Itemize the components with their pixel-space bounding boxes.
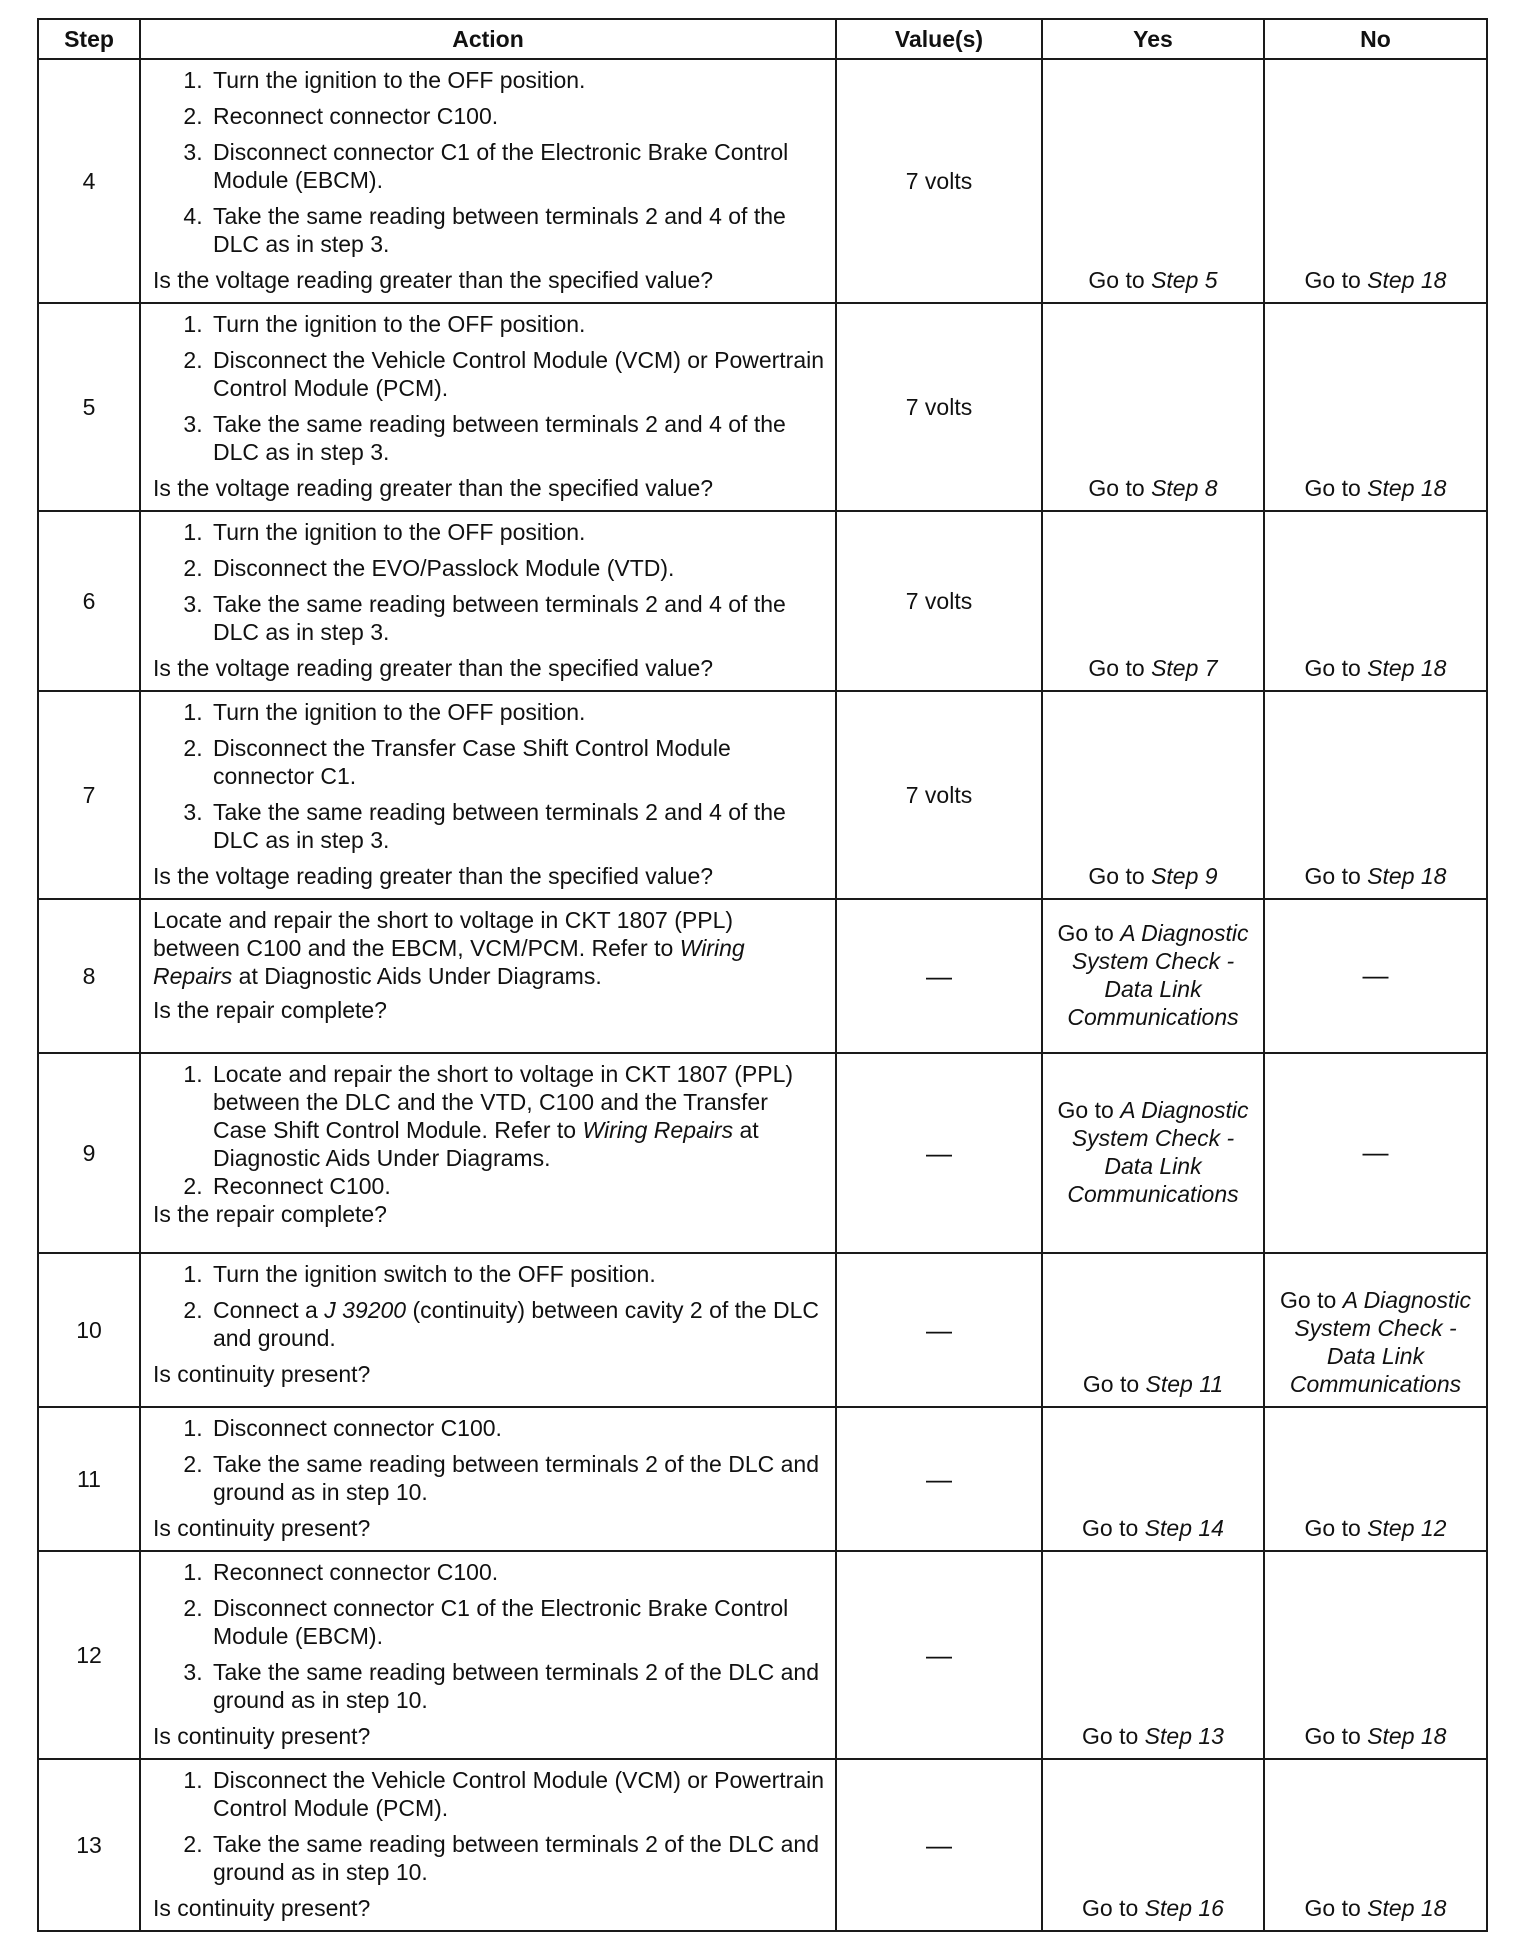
no-prefix: Go to: [1304, 475, 1368, 501]
action-item: 3. Take the same reading between terminals 2 and 4 of the DLC as in step 3.: [209, 590, 825, 646]
action-item: 1. Disconnect the Vehicle Control Module (VCM) or Powertrain Control Module (PCM).: [209, 1766, 825, 1822]
no-cell: [1264, 899, 1487, 1053]
no-cell: [1264, 303, 1487, 511]
no-prefix: Go to: [1304, 1895, 1368, 1921]
header-values: Value(s): [836, 19, 1042, 59]
action-cell: [140, 1759, 836, 1931]
yes-prefix: Go to: [1082, 1371, 1146, 1397]
action-list: [153, 310, 825, 466]
header-yes: Yes: [1042, 19, 1264, 59]
value-dash: —: [926, 960, 952, 991]
yes-cell: [1042, 1253, 1264, 1407]
action-cell: [140, 1551, 836, 1759]
step-number: 13: [38, 1759, 140, 1931]
no-prefix: Go to: [1304, 655, 1368, 681]
action-item: 3. Take the same reading between terminals 2 and 4 of the DLC as in step 3.: [209, 798, 825, 854]
action-item: 4. Take the same reading between terminals 2 and 4 of the DLC as in step 3.: [209, 202, 825, 258]
action-cell: [140, 691, 836, 899]
value-cell: [836, 1407, 1042, 1551]
action-cell: [140, 1407, 836, 1551]
yes-cell: [1042, 1407, 1264, 1551]
action-cell: [140, 511, 836, 691]
value-cell: [836, 1551, 1042, 1759]
header-action: Action: [140, 19, 836, 59]
table-row: [38, 303, 1487, 511]
no-prefix: Go to: [1280, 1287, 1343, 1313]
action-item: 1. Turn the ignition to the OFF position.: [209, 518, 825, 546]
action-item: 1. Turn the ignition switch to the OFF position.: [209, 1260, 825, 1288]
yes-step-link[interactable]: Step 5: [1151, 267, 1218, 293]
no-step-link[interactable]: Step 18: [1367, 475, 1447, 501]
yes-prefix: Go to: [1057, 920, 1121, 946]
no-step-link[interactable]: Step 12: [1367, 1515, 1447, 1541]
step-number: 12: [38, 1551, 140, 1759]
no-step-link[interactable]: A Diagnostic System Check - Data Link Communications: [1289, 1287, 1471, 1397]
header-row: [38, 19, 1487, 59]
no-prefix: Go to: [1304, 1515, 1368, 1541]
step-number: 9: [38, 1053, 140, 1253]
yes-cell: [1042, 1551, 1264, 1759]
yes-prefix: Go to: [1082, 1895, 1145, 1921]
yes-prefix: Go to: [1082, 1723, 1145, 1749]
action-item: 1. Turn the ignition to the OFF position.: [209, 310, 825, 338]
value-cell: 7 volts: [836, 691, 1042, 899]
action-cell: [140, 1053, 836, 1253]
action-text: at Diagnostic Aids Under Diagrams.: [232, 963, 602, 989]
yes-cell: [1042, 59, 1264, 303]
action-item: 2. Take the same reading between terminals 2 of the DLC and ground as in step 10.: [209, 1450, 825, 1506]
table-row: [38, 1253, 1487, 1407]
action-list: [153, 1060, 825, 1200]
table-row: [38, 899, 1487, 1053]
yes-cell: [1042, 691, 1264, 899]
yes-step-link[interactable]: Step 16: [1144, 1895, 1224, 1921]
yes-cell: [1042, 1053, 1264, 1253]
yes-step-link[interactable]: Step 9: [1151, 863, 1218, 889]
action-item: 2. Disconnect connector C1 of the Electronic Brake Control Module (EBCM).: [209, 1594, 825, 1650]
action-text: Locate and repair the short to voltage in CKT 1807 (PPL) between C100 and the EBCM, VCM/PCM. Refer to: [153, 907, 734, 961]
tool-reference: J 39200: [324, 1297, 407, 1323]
no-step-link[interactable]: Step 18: [1367, 1723, 1447, 1749]
value-cell: [836, 899, 1042, 1053]
action-item: 2. Disconnect the EVO/Passlock Module (VTD).: [209, 554, 825, 582]
yes-step-link[interactable]: Step 13: [1144, 1723, 1224, 1749]
no-cell: [1264, 1253, 1487, 1407]
action-item: 2. Take the same reading between terminals 2 of the DLC and ground as in step 10.: [209, 1830, 825, 1886]
diagnostic-table: [37, 18, 1488, 1932]
table-row: [38, 1759, 1487, 1931]
no-step-link[interactable]: Step 18: [1367, 863, 1447, 889]
yes-prefix: Go to: [1088, 267, 1152, 293]
value-cell: [836, 1253, 1042, 1407]
yes-prefix: Go to: [1088, 655, 1152, 681]
action-list: [153, 1766, 825, 1886]
action-list: [153, 66, 825, 258]
action-paragraph: [153, 906, 825, 990]
no-step-link[interactable]: Step 18: [1367, 267, 1447, 293]
value-cell: [836, 1053, 1042, 1253]
question: Is continuity present?: [153, 1895, 371, 1921]
action-item: [209, 1296, 825, 1352]
no-prefix: Go to: [1304, 1723, 1368, 1749]
question: Is the voltage reading greater than the specified value?: [153, 655, 714, 681]
question: Is the voltage reading greater than the specified value?: [153, 267, 714, 293]
action-text: at Diagnostic Aids Under Diagrams.: [213, 1117, 759, 1171]
yes-step-link[interactable]: Step 7: [1151, 655, 1218, 681]
step-number: 6: [38, 511, 140, 691]
action-cell: [140, 303, 836, 511]
no-cell: [1264, 59, 1487, 303]
question: Is the repair complete?: [153, 997, 387, 1023]
no-cell: [1264, 1551, 1487, 1759]
yes-cell: [1042, 1759, 1264, 1931]
yes-step-link[interactable]: Step 8: [1151, 475, 1218, 501]
action-item: 2. Reconnect connector C100.: [209, 102, 825, 130]
yes-step-link[interactable]: Step 11: [1145, 1371, 1224, 1397]
action-list: [153, 698, 825, 854]
action-item: [209, 1060, 825, 1172]
no-step-link[interactable]: Step 18: [1367, 655, 1447, 681]
yes-prefix: Go to: [1088, 475, 1152, 501]
value-cell: 7 volts: [836, 511, 1042, 691]
yes-step-link[interactable]: Step 14: [1144, 1515, 1224, 1541]
no-prefix: Go to: [1304, 267, 1368, 293]
action-item: 3. Take the same reading between terminals 2 and 4 of the DLC as in step 3.: [209, 410, 825, 466]
question: Is the voltage reading greater than the specified value?: [153, 475, 714, 501]
yes-step-link[interactable]: A Diagnostic System Check - Data Link Communications: [1067, 1097, 1249, 1207]
question: Is continuity present?: [153, 1361, 371, 1387]
action-list: [153, 1558, 825, 1714]
action-cell: [140, 59, 836, 303]
value-dash: —: [926, 1137, 952, 1168]
no-prefix: Go to: [1304, 863, 1368, 889]
value-dash: —: [926, 1314, 952, 1345]
yes-step-link[interactable]: A Diagnostic System Check - Data Link Communications: [1067, 920, 1249, 1030]
question: Is continuity present?: [153, 1723, 371, 1749]
action-text: (continuity) between cavity 2 of the DLC and ground.: [213, 1297, 820, 1351]
value-cell: [836, 1759, 1042, 1931]
question: Is continuity present?: [153, 1515, 371, 1541]
no-dash: —: [1362, 959, 1389, 990]
action-cell: [140, 1253, 836, 1407]
table-row: [38, 59, 1487, 303]
no-cell: [1264, 1759, 1487, 1931]
header-step: Step: [38, 19, 140, 59]
value-dash: —: [926, 1463, 952, 1494]
value-cell: 7 volts: [836, 303, 1042, 511]
wiring-repairs-link[interactable]: Wiring Repairs: [153, 935, 745, 989]
table-row: [38, 1407, 1487, 1551]
table-row: [38, 1551, 1487, 1759]
value-dash: —: [926, 1829, 952, 1860]
action-item: 1. Turn the ignition to the OFF position.: [209, 66, 825, 94]
question: Is the voltage reading greater than the specified value?: [153, 863, 714, 889]
action-item: 3. Disconnect connector C1 of the Electronic Brake Control Module (EBCM).: [209, 138, 825, 194]
no-cell: [1264, 1053, 1487, 1253]
wiring-repairs-link[interactable]: Wiring Repairs: [582, 1117, 734, 1143]
action-text: Locate and repair the short to voltage in CKT 1807 (PPL) between the DLC and the VTD, C100 and the Transfer Case Shift Control Module. Refer to: [213, 1061, 794, 1143]
action-item: 2. Disconnect the Vehicle Control Module (VCM) or Powertrain Control Module (PCM).: [209, 346, 825, 402]
yes-prefix: Go to: [1088, 863, 1152, 889]
no-cell: [1264, 511, 1487, 691]
yes-prefix: Go to: [1082, 1515, 1145, 1541]
table-row: [38, 1053, 1487, 1253]
action-item: 2. Disconnect the Transfer Case Shift Control Module connector C1.: [209, 734, 825, 790]
step-number: 4: [38, 59, 140, 303]
action-list: [153, 1414, 825, 1506]
no-cell: [1264, 691, 1487, 899]
action-text: Connect a: [213, 1297, 325, 1323]
action-item: 2. Reconnect C100.: [209, 1172, 825, 1200]
header-no: No: [1264, 19, 1487, 59]
yes-prefix: Go to: [1057, 1097, 1121, 1123]
yes-cell: [1042, 303, 1264, 511]
table-row: [38, 511, 1487, 691]
yes-cell: [1042, 899, 1264, 1053]
question: Is the repair complete?: [153, 1201, 387, 1227]
action-list: [153, 518, 825, 646]
action-item: 3. Take the same reading between terminals 2 of the DLC and ground as in step 10.: [209, 1658, 825, 1714]
no-step-link[interactable]: Step 18: [1367, 1895, 1447, 1921]
step-number: 11: [38, 1407, 140, 1551]
value-cell: 7 volts: [836, 59, 1042, 303]
action-list: [153, 1260, 825, 1352]
step-number: 7: [38, 691, 140, 899]
value-dash: —: [926, 1639, 952, 1670]
step-number: 10: [38, 1253, 140, 1407]
action-item: 1. Disconnect connector C100.: [209, 1414, 825, 1442]
step-number: 8: [38, 899, 140, 1053]
step-number: 5: [38, 303, 140, 511]
action-cell: [140, 899, 836, 1053]
yes-cell: [1042, 511, 1264, 691]
table-row: [38, 691, 1487, 899]
action-item: 1. Turn the ignition to the OFF position.: [209, 698, 825, 726]
no-dash: —: [1362, 1136, 1389, 1167]
no-cell: [1264, 1407, 1487, 1551]
action-item: 1. Reconnect connector C100.: [209, 1558, 825, 1586]
